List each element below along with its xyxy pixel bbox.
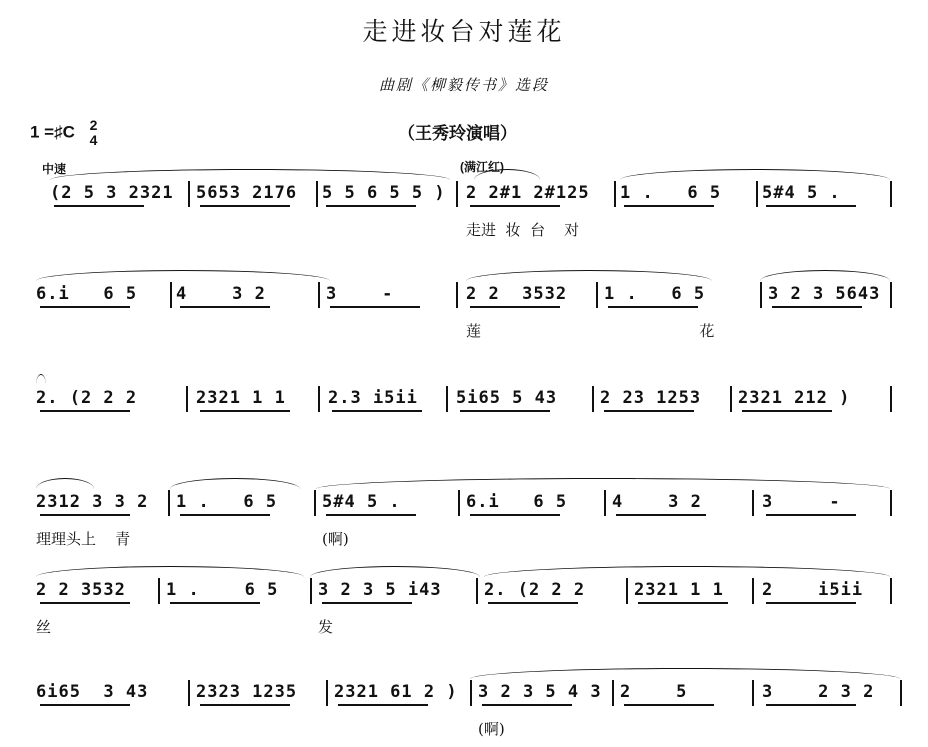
bar-line <box>890 578 892 604</box>
beam-underline <box>322 602 412 604</box>
beam-underline <box>326 514 416 516</box>
slur-mark <box>620 169 890 180</box>
measure-notes: 1 . 6 5 <box>620 183 722 203</box>
slur-mark <box>470 668 900 679</box>
tempo-mark: 中速 <box>42 162 67 176</box>
bar-line <box>614 181 616 207</box>
beam-underline <box>772 306 862 308</box>
bar-line <box>596 282 598 308</box>
beam-underline <box>338 704 428 706</box>
measure-notes: 2312 3 3 2 <box>36 492 149 512</box>
slur-mark <box>316 478 890 489</box>
key-tonic: ♯C <box>54 122 75 142</box>
beam-underline <box>40 602 130 604</box>
key-label: 1 = <box>30 122 55 142</box>
measure-notes: 6.i 6 5 <box>466 492 568 512</box>
beam-underline <box>200 704 290 706</box>
bar-line <box>458 490 460 516</box>
lyric-text: 丝 <box>36 618 52 636</box>
beam-underline <box>326 205 416 207</box>
measure-notes: 2 2 3532 <box>466 284 568 304</box>
measure-notes: 2321 61 2 ) <box>334 682 458 702</box>
bar-line <box>604 490 606 516</box>
beam-underline <box>40 306 130 308</box>
meter-top: 2 <box>89 117 98 133</box>
bar-line <box>890 386 892 412</box>
beam-underline <box>624 704 714 706</box>
beam-underline <box>766 514 856 516</box>
slur-mark <box>170 478 300 489</box>
subtitle: 曲剧《柳毅传书》选段 <box>378 76 549 94</box>
beam-underline <box>470 205 560 207</box>
measure-notes: 3 - <box>762 492 841 512</box>
bar-line <box>756 181 758 207</box>
measure-notes: 5#4 5 . <box>762 183 841 203</box>
measure-notes: 2321 1 1 <box>634 580 724 600</box>
bar-line <box>158 578 160 604</box>
bar-line <box>326 680 328 706</box>
beam-underline <box>170 602 260 604</box>
beam-underline <box>470 306 560 308</box>
measure-notes: (2 5 3 2321 <box>50 183 174 203</box>
measure-notes: 4 3 2 <box>176 284 266 304</box>
beam-underline <box>200 205 290 207</box>
measure-notes: 3 - <box>326 284 394 304</box>
beam-underline <box>332 410 422 412</box>
lyric-text: 发 <box>318 618 334 636</box>
lyric-text: 莲 <box>466 322 482 340</box>
beam-underline <box>460 410 550 412</box>
measure-notes: 2.3 i5ii <box>328 388 418 408</box>
measure-notes: 3 2 3 5 4 3 <box>478 682 602 702</box>
bar-line <box>612 680 614 706</box>
bar-line <box>760 282 762 308</box>
page-title: 走进妆台对莲花 <box>362 17 566 46</box>
bar-line <box>318 386 320 412</box>
measure-notes: 2323 1235 <box>196 682 298 702</box>
bar-line <box>168 490 170 516</box>
bar-line <box>188 181 190 207</box>
bar-line <box>456 181 458 207</box>
bar-line <box>188 680 190 706</box>
measure-notes: 2 2#1 2#125 <box>466 183 590 203</box>
slur-mark <box>36 374 46 385</box>
slur-mark <box>50 169 450 180</box>
beam-underline <box>200 410 290 412</box>
slur-mark <box>36 566 304 577</box>
time-signature <box>90 118 98 148</box>
bar-line <box>186 386 188 412</box>
measure-notes: 2321 212 ) <box>738 388 851 408</box>
bar-line <box>476 578 478 604</box>
lyric-text: 理理头上 青 <box>36 530 131 548</box>
lyric-text: 花 <box>604 322 715 340</box>
beam-underline <box>766 205 856 207</box>
beam-underline <box>488 602 578 604</box>
bar-line <box>470 680 472 706</box>
lyric-text: (啊) <box>322 530 349 548</box>
beam-underline <box>54 205 144 207</box>
bar-line <box>752 578 754 604</box>
slur-mark <box>310 566 480 577</box>
bar-line <box>752 680 754 706</box>
beam-underline <box>40 410 130 412</box>
beam-underline <box>766 602 856 604</box>
measure-notes: 5#4 5 . <box>322 492 401 512</box>
measure-notes: 5653 2176 <box>196 183 298 203</box>
bar-line <box>170 282 172 308</box>
performer-credit: （王秀玲演唱） <box>398 124 517 143</box>
measure-notes: 2 5 <box>620 682 688 702</box>
measure-notes: 2321 1 1 <box>196 388 286 408</box>
measure-notes: 3 2 3 5 i43 <box>318 580 442 600</box>
beam-underline <box>40 704 130 706</box>
slur-mark <box>760 270 890 281</box>
measure-notes: 2 2 3532 <box>36 580 126 600</box>
measure-notes: 2 i5ii <box>762 580 864 600</box>
measure-notes: 6.i 6 5 <box>36 284 138 304</box>
lyric-text: (啊) <box>478 720 505 738</box>
bar-line <box>592 386 594 412</box>
beam-underline <box>330 306 420 308</box>
bar-line <box>900 680 902 706</box>
measure-notes: 2. (2 2 2 <box>484 580 586 600</box>
slur-mark <box>36 270 330 281</box>
measure-notes: 2 23 1253 <box>600 388 702 408</box>
bar-line <box>626 578 628 604</box>
measure-notes: 1 . 6 5 <box>604 284 706 304</box>
beam-underline <box>616 514 706 516</box>
meter-bottom: 4 <box>89 132 98 148</box>
bar-line <box>318 282 320 308</box>
measure-notes: 6i65 3 43 <box>36 682 149 702</box>
measure-notes: 3 2 3 2 <box>762 682 875 702</box>
key-signature <box>30 118 97 148</box>
beam-underline <box>742 410 832 412</box>
beam-underline <box>766 704 856 706</box>
beam-underline <box>470 514 560 516</box>
slur-mark <box>36 478 94 489</box>
measure-notes: 1 . 6 5 <box>176 492 278 512</box>
bar-line <box>310 578 312 604</box>
beam-underline <box>482 704 572 706</box>
beam-underline <box>624 205 714 207</box>
bar-line <box>890 490 892 516</box>
beam-underline <box>180 306 270 308</box>
bar-line <box>446 386 448 412</box>
bar-line <box>314 490 316 516</box>
bar-line <box>752 490 754 516</box>
measure-notes: 4 3 2 <box>612 492 702 512</box>
lyric-text: 走进 妆 台 对 <box>466 221 580 239</box>
measure-notes: 5 5 6 5 5 ) <box>322 183 446 203</box>
beam-underline <box>608 306 698 308</box>
beam-underline <box>638 602 728 604</box>
beam-underline <box>180 514 270 516</box>
tune-name: (满江红) <box>460 160 504 174</box>
bar-line <box>316 181 318 207</box>
beam-underline <box>40 514 130 516</box>
measure-notes: 3 2 3 5643 <box>768 284 881 304</box>
slur-mark <box>466 270 712 281</box>
measure-notes: 1 . 6 5 <box>166 580 279 600</box>
measure-notes: 5i65 5 43 <box>456 388 558 408</box>
bar-line <box>890 282 892 308</box>
slur-mark <box>484 566 890 577</box>
bar-line <box>890 181 892 207</box>
bar-line <box>730 386 732 412</box>
bar-line <box>456 282 458 308</box>
measure-notes: 2. (2 2 2 <box>36 388 138 408</box>
beam-underline <box>604 410 694 412</box>
